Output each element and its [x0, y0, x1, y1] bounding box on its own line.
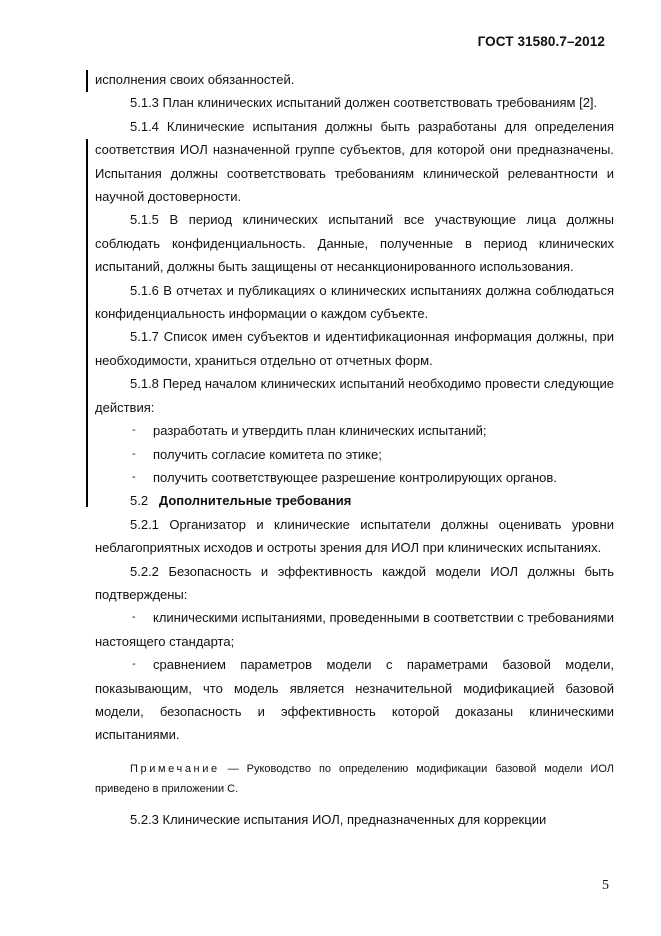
- document-body: [95, 68, 614, 831]
- list-item-text: получить согласие комитета по этике;: [153, 446, 382, 462]
- note-label: Примечание: [130, 762, 220, 775]
- document-code-header: ГОСТ 31580.7–2012: [477, 34, 605, 49]
- paragraph-5-2-2: 5.2.2 Безопасность и эффективность каждой модели ИОЛ должны быть подтверждены:: [95, 563, 614, 602]
- list-item: [95, 443, 614, 466]
- paragraph-5-1-3: 5.1.3 План клинических испытаний должен соответствовать требованиям [2].: [130, 95, 598, 111]
- section-number: 5.2: [130, 493, 149, 509]
- bullet-dash: -: [132, 424, 136, 437]
- paragraph-5-1-4: 5.1.4 Клинические испытания должны быть разработаны для определения соответствия ИОЛ назначенной группе субъектов, для которой они предназначены. Испытания должны соответствовать требованиям клинической релевантности и научной достоверности.: [95, 118, 614, 205]
- paragraph-5-1-5: 5.1.5 В период клинических испытаний все участвующие лица должны соблюдать конфиденциальность. Данные, полученные в период клинических испытаний, должны быть защищены от несанкционированного использования.: [95, 212, 614, 275]
- bullet-dash: -: [132, 470, 136, 483]
- note-text: — Руководство по определению модификации базовой модели ИОЛ приведено в приложении С.: [95, 762, 614, 796]
- list-item-text: получить соответствующее разрешение контролирующих органов.: [153, 469, 557, 485]
- bullet-dash: -: [132, 447, 136, 460]
- list-item-text: клиническими испытаниями, проведенными в соответствии с требованиями настоящего стандарта;: [95, 610, 614, 649]
- paragraph-5-2-3: 5.2.3 Клинические испытания ИОЛ, предназначенных для коррекции: [130, 811, 547, 827]
- bullet-dash: -: [132, 611, 136, 624]
- bullet-dash: -: [132, 658, 136, 671]
- change-bar: [86, 139, 88, 507]
- paragraph-5-1-8: 5.1.8 Перед началом клинических испытаний необходимо провести следующие действия:: [95, 376, 614, 415]
- page-number: 5: [602, 878, 609, 893]
- list-item: [95, 419, 614, 442]
- paragraph-5-1-7: 5.1.7 Список имен субъектов и идентификационная информация должны, при необходимости, храниться отдельно от отчетных форм.: [95, 329, 614, 368]
- list-item-text: разработать и утвердить план клинических испытаний;: [153, 423, 487, 439]
- list-item: [95, 606, 614, 653]
- paragraph-5-2-1: 5.2.1 Организатор и клинические испытатели должны оценивать уровни неблагоприятных исходов и остроты зрения для ИОЛ при клинических испытаниях.: [95, 516, 614, 556]
- change-bar: [86, 70, 88, 92]
- list-item: [95, 466, 614, 489]
- paragraph: исполнения своих обязанностей.: [95, 72, 295, 87]
- list-item-text: сравнением параметров модели с параметрами базовой модели, показывающим, что модель является незначительной модификацией базовой модели, безопасность и эффективность которой доказаны клиническими испытаниями.: [95, 657, 614, 743]
- note: [95, 759, 614, 800]
- list-item: [95, 653, 614, 747]
- section-heading-5-2: [95, 489, 614, 512]
- paragraph-5-1-6: 5.1.6 В отчетах и публикациях о клинических испытаниях должна соблюдаться конфиденциальность информации о каждом субъекте.: [95, 282, 614, 322]
- section-title: Дополнительные требования: [158, 493, 352, 509]
